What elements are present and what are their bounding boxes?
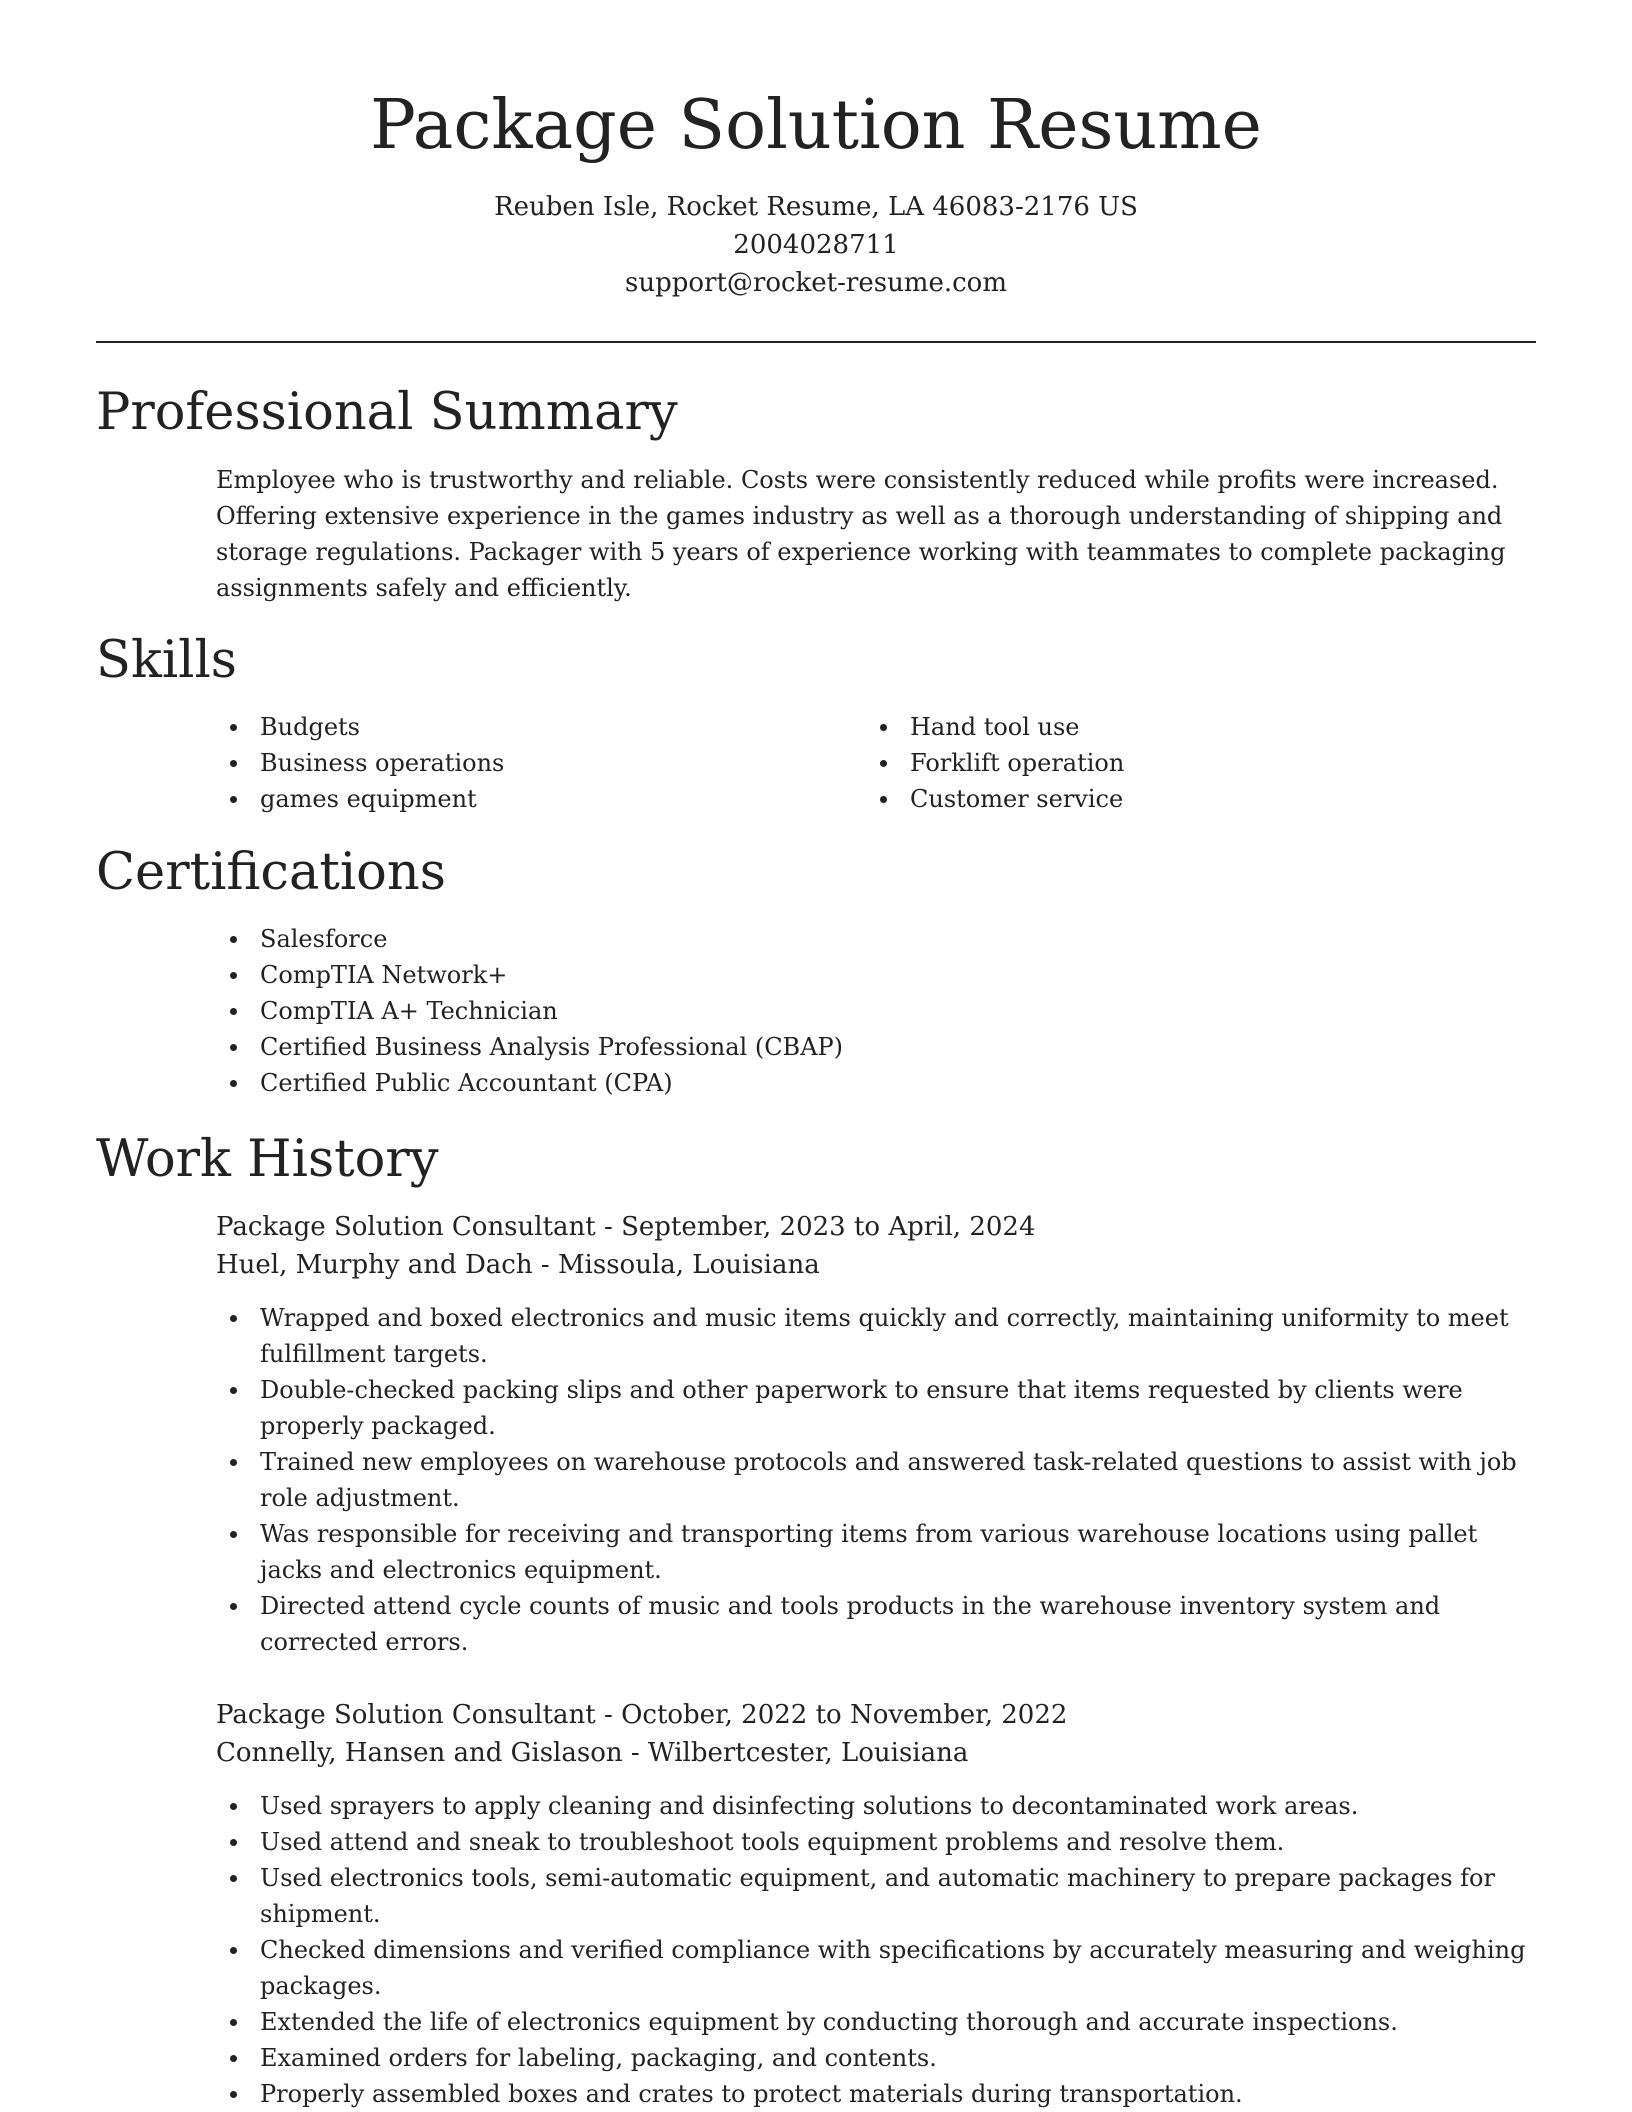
job-duty-item: Was responsible for receiving and transporting items from various warehouse locations using pallet jacks and electronics equipment. [216, 1516, 1536, 1588]
header-divider [96, 341, 1536, 343]
skills-column-left [216, 709, 866, 817]
contact-address: Reuben Isle, Rocket Resume, LA 46083-2176 US [494, 192, 1138, 222]
work-history-heading: Work History [96, 1130, 439, 1189]
skill-item: Hand tool use [866, 709, 1516, 745]
summary-heading: Professional Summary [96, 383, 678, 442]
contact-email: support@rocket-resume.com [624, 268, 1007, 298]
job-duty-item: Extended the life of electronics equipment by conducting thorough and accurate inspections. [216, 2004, 1536, 2040]
skill-item: Business operations [216, 745, 866, 781]
job-company: Huel, Murphy and Dach [216, 1250, 533, 1280]
skill-item: Budgets [216, 709, 866, 745]
resume-title: Package Solution Resume [370, 86, 1262, 165]
job-duty-item: Used attend and sneak to troubleshoot tools equipment problems and resolve them. [216, 1824, 1536, 1860]
job-company-line: Huel, Murphy and Dach - Missoula, Louisiana [216, 1250, 820, 1280]
job-company: Connelly, Hansen and Gislason [216, 1738, 623, 1768]
skills-list [216, 709, 1536, 817]
certification-item: Salesforce [216, 921, 1536, 957]
job-duty-item: Trained new employees on warehouse protocols and answered task-related questions to assist with job role adjustment. [216, 1444, 1536, 1516]
job-location: Wilbertcester, Louisiana [647, 1738, 969, 1768]
job-dates: September, 2023 to April, 2024 [621, 1212, 1036, 1242]
job-duties [216, 1300, 1536, 1660]
job-duty-item: Used sprayers to apply cleaning and disinfecting solutions to decontaminated work areas. [216, 1788, 1536, 1824]
certification-item: CompTIA A+ Technician [216, 993, 1536, 1029]
certification-item: CompTIA Network+ [216, 957, 1536, 993]
skills-column-right [866, 709, 1516, 817]
certifications-heading: Certifications [96, 843, 446, 902]
skills-heading: Skills [96, 631, 237, 690]
job-location: Missoula, Louisiana [557, 1250, 820, 1280]
summary-text: Employee who is trustworthy and reliable. Costs were consistently reduced while profits were increased. Offering extensive experience in the games industry as well as a thorough understanding of shipping and storage regulations. Packager with 5 years of experience working with teammates to complete packaging assignments safely and efficiently. [216, 466, 1506, 602]
job-duties [216, 1788, 1536, 2112]
resume-header [96, 78, 1536, 302]
job-role: Package Solution Consultant [216, 1212, 596, 1242]
skill-item: games equipment [216, 781, 866, 817]
job-title-line: Package Solution Consultant - September, 2023 to April, 2024 [216, 1212, 1036, 1242]
contact-info [96, 188, 1536, 302]
certification-item: Certified Business Analysis Professional (CBAP) [216, 1029, 1536, 1065]
job-duty-item: Checked dimensions and verified compliance with specifications by accurately measuring and weighing packages. [216, 1932, 1536, 2004]
job-duty-item: Examined orders for labeling, packaging, and contents. [216, 2040, 1536, 2076]
job-company-line: Connelly, Hansen and Gislason - Wilbertcester, Louisiana [216, 1738, 969, 1768]
job-duty-item: Double-checked packing slips and other paperwork to ensure that items requested by clients were properly packaged. [216, 1372, 1536, 1444]
job-dates: October, 2022 to November, 2022 [621, 1700, 1068, 1730]
job-role: Package Solution Consultant [216, 1700, 596, 1730]
certifications-list [216, 921, 1536, 1101]
job-title-line: Package Solution Consultant - October, 2022 to November, 2022 [216, 1700, 1068, 1730]
contact-phone: 2004028711 [733, 230, 899, 260]
skill-item: Forklift operation [866, 745, 1516, 781]
job-duty-item: Properly assembled boxes and crates to protect materials during transportation. [216, 2076, 1536, 2112]
job-entry [216, 1696, 1536, 2112]
job-duty-item: Directed attend cycle counts of music and tools products in the warehouse inventory system and corrected errors. [216, 1588, 1536, 1660]
skill-item: Customer service [866, 781, 1516, 817]
job-entry [216, 1208, 1536, 1660]
job-duty-item: Wrapped and boxed electronics and music items quickly and correctly, maintaining uniformity to meet fulfillment targets. [216, 1300, 1536, 1372]
certification-item: Certified Public Accountant (CPA) [216, 1065, 1536, 1101]
job-duty-item: Used electronics tools, semi-automatic equipment, and automatic machinery to prepare packages for shipment. [216, 1860, 1536, 1932]
